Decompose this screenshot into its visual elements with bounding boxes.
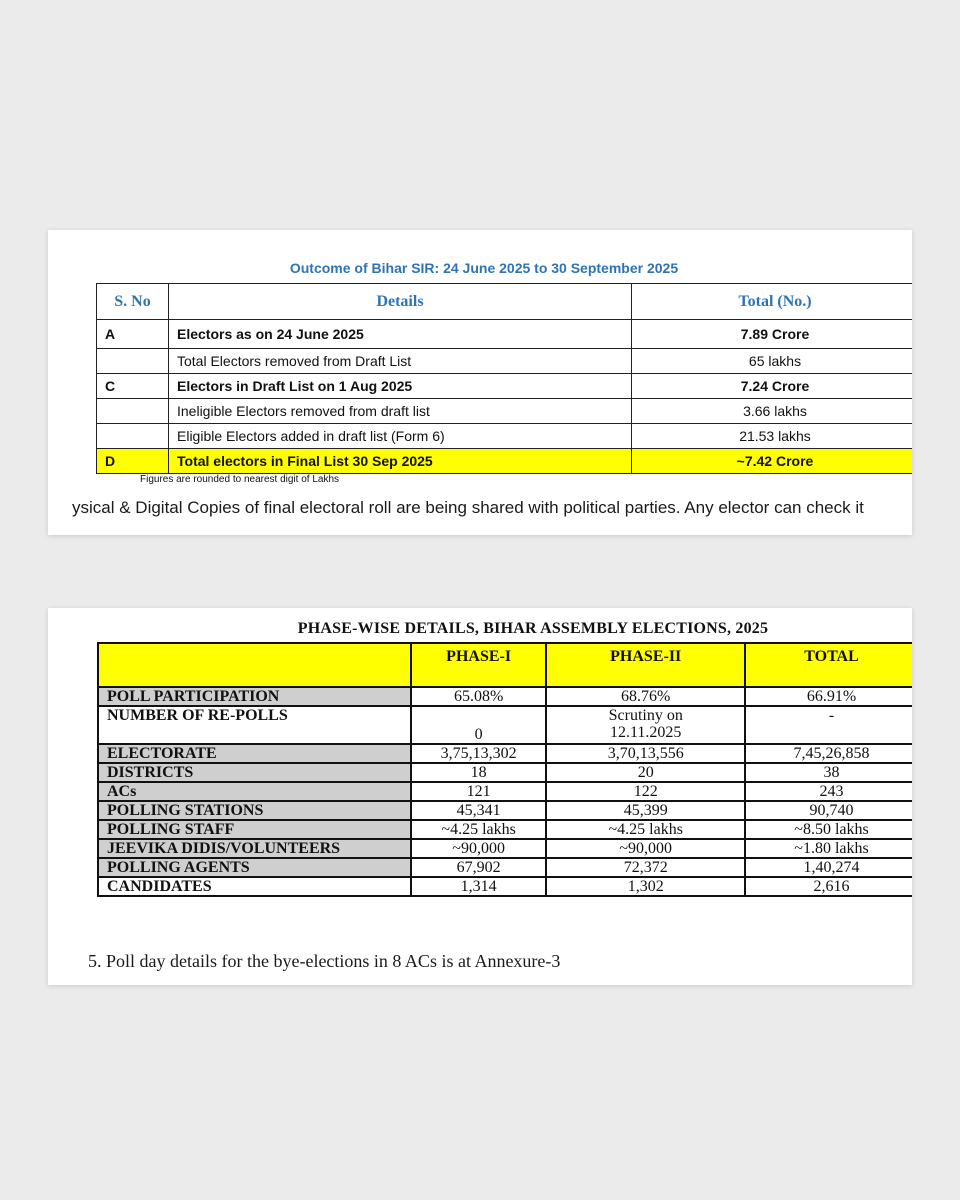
phase-wise-table (97, 642, 912, 897)
table-row (98, 820, 912, 839)
row-phase-1: 45,341 (411, 801, 547, 820)
row-phase-2: ~4.25 lakhs (546, 820, 745, 839)
row-details: Eligible Electors added in draft list (Form 6) (169, 424, 632, 449)
row-total: 3.66 lakhs (632, 399, 913, 424)
row-label: POLLING AGENTS (98, 858, 411, 877)
row-total: 7.24 Crore (632, 374, 913, 399)
table-row (98, 801, 912, 820)
row-phase-1: 67,902 (411, 858, 547, 877)
row-phase-1: 18 (411, 763, 547, 782)
row-label: DISTRICTS (98, 763, 411, 782)
row-details: Total Electors removed from Draft List (169, 349, 632, 374)
row-label: POLL PARTICIPATION (98, 687, 411, 706)
row-total: 243 (745, 782, 912, 801)
row-total: 7,45,26,858 (745, 744, 912, 763)
row-total: 21.53 lakhs (632, 424, 913, 449)
sir-outcome-table (96, 283, 912, 474)
row-label: ELECTORATE (98, 744, 411, 763)
row-details: Ineligible Electors removed from draft list (169, 399, 632, 424)
row-phase-2 (546, 706, 745, 744)
repoll-line-2: 12.11.2025 (610, 724, 682, 741)
row-label: ACs (98, 782, 411, 801)
row-label: POLLING STATIONS (98, 801, 411, 820)
header-sno: S. No (97, 284, 169, 320)
row-details: Total electors in Final List 30 Sep 2025 (169, 449, 632, 474)
table-row (98, 839, 912, 858)
row-total: ~8.50 lakhs (745, 820, 912, 839)
phase-details-card (48, 608, 912, 985)
table-row (97, 374, 913, 399)
row-total: 66.91% (745, 687, 912, 706)
table-row (97, 424, 913, 449)
table-row (97, 349, 913, 374)
row-phase-2: 1,302 (546, 877, 745, 896)
row-total: 65 lakhs (632, 349, 913, 374)
rounding-footnote: Figures are rounded to nearest digit of Lakhs (140, 474, 340, 485)
row-sno: D (97, 449, 169, 474)
row-sno (97, 399, 169, 424)
table-row (98, 782, 912, 801)
row-total: ~7.42 Crore (632, 449, 913, 474)
row-phase-1: 121 (411, 782, 547, 801)
table-row (97, 399, 913, 424)
table-header-row (97, 284, 913, 320)
row-details: Electors as on 24 June 2025 (169, 320, 632, 349)
row-phase-2: 68.76% (546, 687, 745, 706)
row-total: 7.89 Crore (632, 320, 913, 349)
row-phase-2: ~90,000 (546, 839, 745, 858)
row-sno (97, 349, 169, 374)
row-sno: C (97, 374, 169, 399)
table-row-highlighted (97, 449, 913, 474)
sir-table-title: Outcome of Bihar SIR: 24 June 2025 to 30 September 2025 (289, 260, 679, 276)
header-phase-2: PHASE-II (546, 643, 745, 687)
row-details: Electors in Draft List on 1 Aug 2025 (169, 374, 632, 399)
table-row (98, 706, 912, 744)
repoll-line-1: Scrutiny on (608, 707, 683, 724)
row-phase-2: 3,70,13,556 (546, 744, 745, 763)
table-row (97, 320, 913, 349)
row-phase-2: 72,372 (546, 858, 745, 877)
row-phase-1: ~90,000 (411, 839, 547, 858)
header-label (98, 643, 411, 687)
row-phase-2: 45,399 (546, 801, 745, 820)
header-total: TOTAL (745, 643, 912, 687)
table-header-row (98, 643, 912, 687)
row-label: JEEVIKA DIDIS/VOLUNTEERS (98, 839, 411, 858)
table-row (98, 687, 912, 706)
bye-elections-paragraph: 5. Poll day details for the bye-elections in 8 ACs is at Annexure-3 (88, 951, 561, 971)
table-row (98, 858, 912, 877)
row-label: POLLING STAFF (98, 820, 411, 839)
row-phase-2: 122 (546, 782, 745, 801)
header-details: Details (169, 284, 632, 320)
row-total: ~1.80 lakhs (745, 839, 912, 858)
row-sno: A (97, 320, 169, 349)
row-phase-1: 65.08% (411, 687, 547, 706)
row-sno (97, 424, 169, 449)
table-row (98, 744, 912, 763)
row-label: NUMBER OF RE-POLLS (98, 706, 411, 744)
sir-outcome-card (48, 230, 912, 535)
row-total: 1,40,274 (745, 858, 912, 877)
row-total: 2,616 (745, 877, 912, 896)
table-row (98, 877, 912, 896)
electoral-roll-paragraph: ysical & Digital Copies of final electoral roll are being shared with political parties. Any elector can check it (72, 498, 864, 517)
row-phase-1: ~4.25 lakhs (411, 820, 547, 839)
row-total: - (745, 706, 912, 744)
table-row (98, 763, 912, 782)
row-label: CANDIDATES (98, 877, 411, 896)
row-phase-2: 20 (546, 763, 745, 782)
row-total: 90,740 (745, 801, 912, 820)
row-phase-1: 3,75,13,302 (411, 744, 547, 763)
row-total: 38 (745, 763, 912, 782)
row-phase-1: 1,314 (411, 877, 547, 896)
header-total: Total (No.) (632, 284, 913, 320)
phase-table-title: PHASE-WISE DETAILS, BIHAR ASSEMBLY ELECTIONS, 2025 (297, 620, 769, 637)
header-phase-1: PHASE-I (411, 643, 547, 687)
row-phase-1: 0 (411, 706, 547, 744)
